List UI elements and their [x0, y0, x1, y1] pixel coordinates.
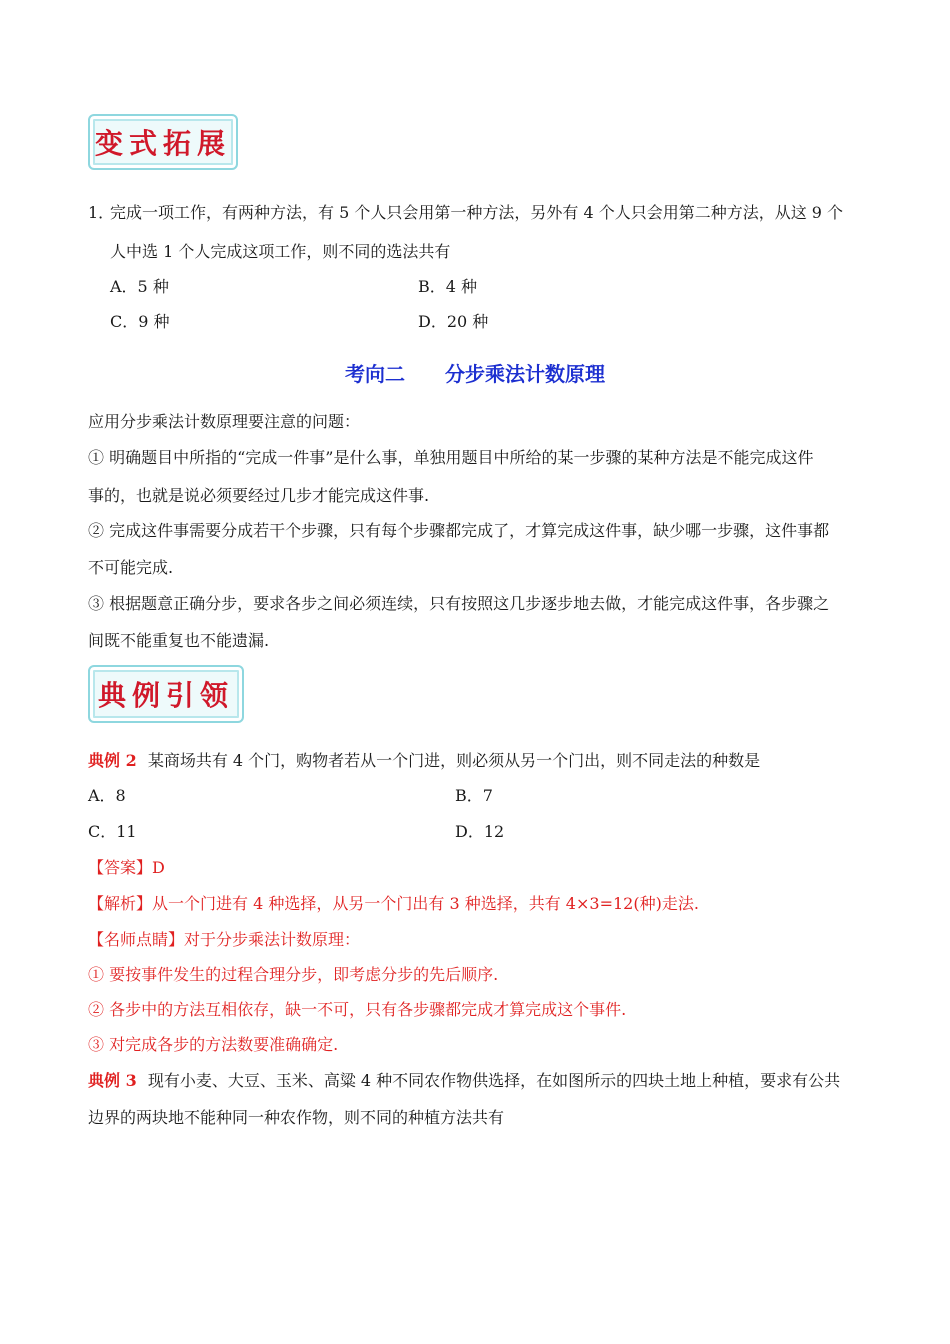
q1-option-c: C．9 种	[110, 312, 170, 331]
typical-examples-banner	[88, 665, 244, 723]
variant-extension-title: 变式拓展	[94, 127, 231, 160]
ex3-label: 典例 3	[88, 1071, 137, 1090]
ex2-tip-2: ② 各步中的方法互相依存，缺一不可，只有各步骤都完成才算完成这个事件.	[88, 1000, 627, 1019]
ex3-line1	[88, 1069, 840, 1093]
variant-extension-banner	[88, 114, 238, 170]
analysis-label: 【解析】	[88, 894, 153, 913]
tip-text: 对于分步乘法计数原理：	[184, 930, 361, 949]
ex2-option-b: B．7	[455, 786, 493, 805]
note-2-line2: 不可能完成.	[88, 558, 174, 577]
ex2-option-a: A．8	[88, 786, 126, 805]
ex3-stem-line2: 边界的两块地不能种同一种农作物，则不同的种植方法共有	[88, 1108, 505, 1127]
ex2-analysis	[88, 892, 699, 916]
q1-stem-line1: 完成一项工作，有两种方法，有 5 个人只会用第一种方法，另外有 4 个人只会用第二种方法，从这 9 个	[110, 203, 844, 222]
ex2-tip	[88, 928, 360, 952]
tip-label: 【名师点睛】	[88, 930, 185, 949]
note-1-line1: ① 明确题目中所指的“完成一件事”是什么事，单独用题目中所给的某一步骤的某种方法是不能完成这件	[88, 448, 814, 467]
ex2-tip-1: ① 要按事件发生的过程合理分步，即考虑分步的先后顺序.	[88, 965, 499, 984]
typical-examples-title: 典例引领	[97, 679, 234, 712]
q1-option-d: D．20 种	[418, 312, 489, 331]
note-1-line2: 事的，也就是说必须要经过几步才能完成这件事.	[88, 486, 430, 505]
section-title: 考向二 分步乘法计数原理	[345, 362, 605, 386]
ex2-label: 典例 2	[88, 751, 137, 770]
analysis-text: 从一个门进有 4 种选择，从另一个门出有 3 种选择，共有 4×3=12(种)走法.	[152, 894, 699, 913]
q1-number: 1．	[88, 203, 115, 222]
ex2-tip-3: ③ 对完成各步的方法数要准确确定.	[88, 1035, 339, 1054]
ex2-option-c: C．11	[88, 822, 137, 841]
ex3-stem-line1: 现有小麦、大豆、玉米、高粱 4 种不同农作物供选择，在如图所示的四块土地上种植，要求有公共	[147, 1071, 841, 1090]
ex2-option-d: D．12	[455, 822, 505, 841]
note-3-line2: 间既不能重复也不能遗漏.	[88, 631, 270, 650]
q1-stem-line2: 人中选 1 个人完成这项工作，则不同的选法共有	[110, 242, 451, 261]
answer-label: 【答案】	[88, 858, 153, 877]
ex2-stem: 某商场共有 4 个门，购物者若从一个门进，则必须从另一个门出，则不同走法的种数是	[147, 751, 761, 770]
q1-option-b: B．4 种	[418, 277, 478, 296]
q1-option-a: A．5 种	[110, 277, 169, 296]
notes-intro: 应用分步乘法计数原理要注意的问题：	[88, 412, 361, 431]
note-3-line1: ③ 根据题意正确分步，要求各步之间必须连续，只有按照这几步逐步地去做，才能完成这件事，各步骤之	[88, 594, 830, 613]
note-2-line1: ② 完成这件事需要分成若干个步骤，只有每个步骤都完成了，才算完成这件事，缺少哪一步骤，这件事都	[88, 521, 830, 540]
answer-value: D	[152, 858, 165, 877]
ex2-line	[88, 749, 760, 773]
ex2-answer	[88, 856, 165, 880]
